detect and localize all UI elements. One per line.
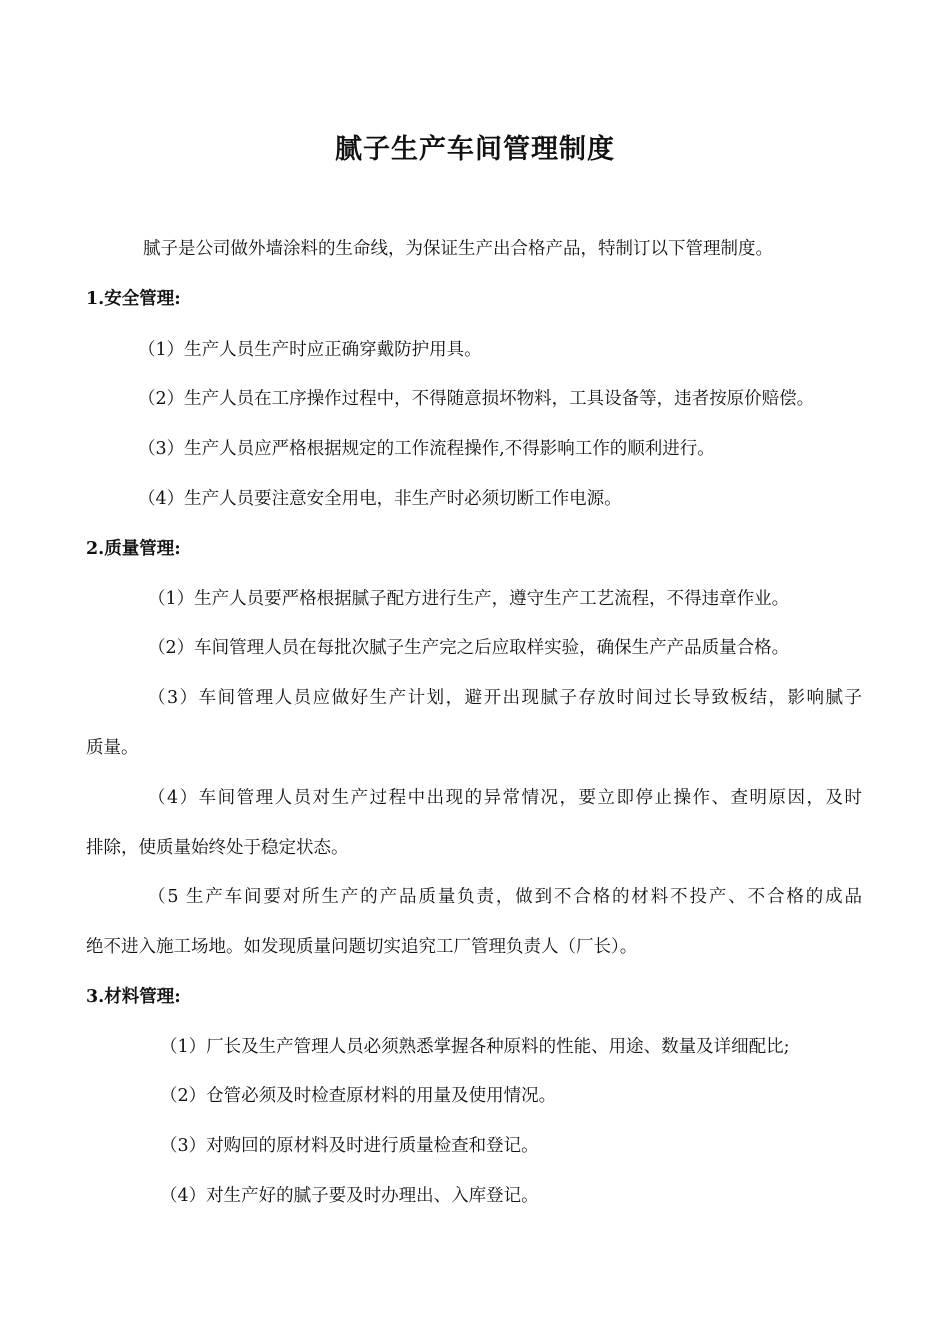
quality-item-5-continued: 绝不进入施工场地。如发现质量问题切实追究工厂管理负责人（厂长）。 <box>86 937 638 957</box>
quality-item-2: （2）车间管理人员在每批次腻子生产完之后应取样实验，确保生产产品质量合格。 <box>148 638 790 658</box>
materials-item-1: （1）厂长及生产管理人员必须熟悉掌握各种原料的性能、用途、数量及详细配比; <box>160 1037 790 1057</box>
safety-item-1: （1）生产人员生产时应正确穿戴防护用具。 <box>138 340 482 360</box>
safety-item-4: （4）生产人员要注意安全用电，非生产时必须切断工作电源。 <box>138 489 622 509</box>
quality-item-5: （5 生产车间要对所生产的产品质量负责，做到不合格的材料不投产、不合格的成品 <box>148 887 862 907</box>
intro-paragraph: 腻子是公司做外墙涂料的生命线，为保证生产出合格产品，特制订以下管理制度。 <box>143 239 773 259</box>
quality-item-3-continued: 质量。 <box>86 738 139 758</box>
section-heading-materials: 3.材料管理: <box>86 987 181 1007</box>
safety-item-3: （3）生产人员应严格根据规定的工作流程操作,不得影响工作的顺利进行。 <box>138 439 715 459</box>
quality-item-1: （1）生产人员要严格根据腻子配方进行生产，遵守生产工艺流程，不得违章作业。 <box>148 589 790 609</box>
materials-item-2: （2）仓管必须及时检查原材料的用量及使用情况。 <box>160 1086 557 1106</box>
materials-item-4: （4）对生产好的腻子要及时办理出、入库登记。 <box>160 1186 539 1206</box>
quality-item-3: （3）车间管理人员应做好生产计划，避开出现腻子存放时间过长导致板结，影响腻子 <box>148 688 862 708</box>
section-heading-quality: 2.质量管理: <box>86 539 181 559</box>
safety-item-2: （2）生产人员在工序操作过程中，不得随意损坏物料，工具设备等，违者按原价赔偿。 <box>138 389 815 409</box>
document-title: 腻子生产车间管理制度 <box>335 134 615 165</box>
materials-item-3: （3）对购回的原材料及时进行质量检查和登记。 <box>160 1136 539 1156</box>
quality-item-4: （4）车间管理人员对生产过程中出现的异常情况，要立即停止操作、查明原因，及时 <box>148 788 862 808</box>
section-heading-safety: 1.安全管理: <box>86 289 181 309</box>
quality-item-4-continued: 排除，使质量始终处于稳定状态。 <box>86 838 349 858</box>
